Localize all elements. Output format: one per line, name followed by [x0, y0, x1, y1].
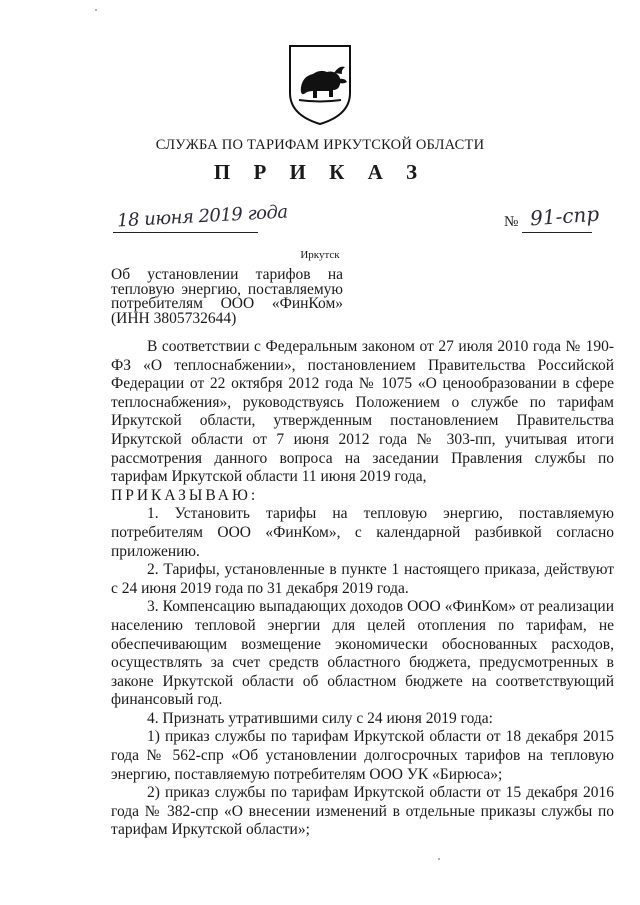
document-type-title: П Р И К А З [213, 160, 427, 184]
order-item-4-2: 2) приказ службы по тарифам Иркутской области от 15 декабря 2016 года № 382-спр «О внесении изменений в отдельные приказы службы по тарифам Иркутской области»; [111, 784, 614, 839]
number-underline [522, 232, 592, 233]
handwritten-date: 18 июня 2019 года [116, 201, 289, 232]
subject-line: (ИНН 3805732644) [111, 309, 237, 327]
city-name: Иркутск [300, 249, 340, 261]
subject-line: тепловую энергию, поставляемую [111, 280, 343, 298]
order-item-2: 2. Тарифы, установленные в пункте 1 настоящего приказа, действуют с 24 июня 2019 года по 31 декабря 2019 года. [111, 561, 614, 597]
scan-speck [438, 858, 440, 860]
order-item-4-1: 1) приказ службы по тарифам Иркутской области от 18 декабря 2015 года № 562-спр «Об установлении долгосрочных тарифов на тепловую энергию, поставляемую потребителям ООО УК «Бирюса»; [111, 728, 614, 783]
preamble-paragraph: В соответствии с Федеральным законом от 27 июля 2010 года № 190-ФЗ «О теплоснабжении», постановлением Правительства Российской Федерации от 22 октября 2012 года № 1075 «О ценообразовании в сфере теплоснабжения», руководствуясь Положением о службе по тарифам Иркутской области, утвержденным постановлением Правительства Иркутской области от 7 июня 2012 года № 303-пп, учитывая итоги рассмотрения данного вопроса на заседании Правления службы по тарифам Иркутской области 11 июня 2019 года, [111, 338, 614, 486]
order-item-3: 3. Компенсацию выпадающих доходов ООО «ФинКом» от реализации населению тепловой энергии для целей отопления по тарифам, не обеспечивающим возмещение экономически обоснованных расходов, осуществлять за счет средств областного бюджета, предусмотренных в законе Иркутской области об областном бюджете на соответствующий финансовый год. [111, 598, 614, 709]
subject-line: потребителям ООО «ФинКом» [111, 295, 343, 312]
order-subject [111, 268, 343, 326]
coat-of-arms-icon [287, 43, 353, 127]
scan-speck [95, 9, 97, 11]
order-word: ПРИКАЗЫВАЮ: [111, 486, 259, 504]
date-underline [113, 232, 258, 233]
number-label: № [504, 214, 519, 230]
order-body [111, 338, 614, 840]
subject-line: Об установлении тарифов на [111, 266, 343, 283]
handwritten-number: 91-спр [529, 201, 600, 231]
organization-name: СЛУЖБА ПО ТАРИФАМ ИРКУТСКОЙ ОБЛАСТИ [155, 137, 485, 153]
order-item-4: 4. Признать утратившими силу с 24 июня 2019 года: [147, 709, 493, 727]
order-item-1: 1. Установить тарифы на тепловую энергию, поставляемую потребителям ООО «ФинКом», с календарной разбивкой согласно приложению. [111, 505, 614, 560]
